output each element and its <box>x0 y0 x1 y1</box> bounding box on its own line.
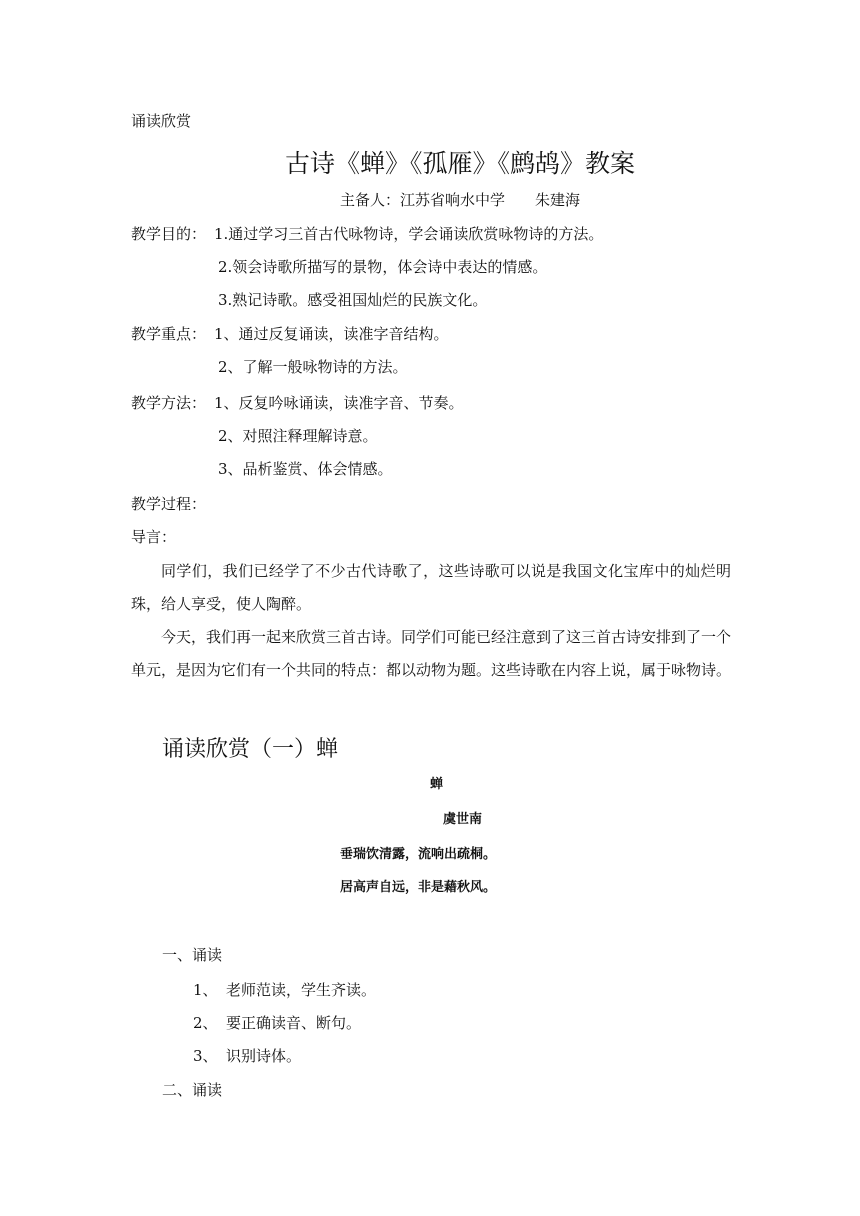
step-item-2-num: 2、 <box>193 1014 218 1032</box>
method-item-1: 1、反复吟咏诵读，读准字音、节奏。 <box>214 394 464 412</box>
objective-item-2: 2.领会诗歌所描写的景物，体会诗中表达的情感。 <box>218 258 548 276</box>
step-item-1-text: 老师范读，学生齐读。 <box>226 981 377 999</box>
intro-paragraph-2: 今天，我们再一起来欣赏三首古诗。同学们可能已经注意到了这三首古诗安排到了一个单元，是因为它们有一个共同的特点：都以动物为题。这些诗歌在内容上说，属于咏物诗。 <box>131 628 732 679</box>
intro-paragraph-1: 同学们，我们已经学了不少古代诗歌了，这些诗歌可以说是我国文化宝库中的灿烂明珠，给人享受，使人陶醉。 <box>131 562 731 613</box>
methods-label: 教学方法： <box>131 394 207 412</box>
method-item-3: 3、品析鉴赏、体会情感。 <box>218 460 393 478</box>
key-point-item-1: 1、通过反复诵读，读准字音结构。 <box>214 325 449 343</box>
poem-author: 虞世南 <box>443 812 483 827</box>
poem-title: 蝉 <box>430 777 444 792</box>
step-section-2-label: 二、诵读 <box>162 1081 223 1099</box>
step-section-1-label: 一、诵读 <box>162 946 223 964</box>
step-item-3-num: 3、 <box>193 1047 218 1065</box>
step-item-2-text: 要正确读音、断句。 <box>226 1014 362 1032</box>
step-item-1-num: 1、 <box>193 981 218 999</box>
method-item-2: 2、对照注释理解诗意。 <box>218 427 378 445</box>
objectives-label: 教学目的： <box>131 225 207 243</box>
intro-label: 导言： <box>131 528 177 546</box>
objective-item-1: 1.通过学习三首古代咏物诗，学会诵读欣赏咏物诗的方法。 <box>214 225 604 243</box>
objective-item-3: 3.熟记诗歌。感受祖国灿烂的民族文化。 <box>218 291 488 309</box>
header-tag: 诵读欣赏 <box>131 112 192 130</box>
section-heading: 诵读欣赏（一）蝉 <box>162 737 339 762</box>
key-points-label: 教学重点： <box>131 325 207 343</box>
poem-line-2: 居高声自远，非是藉秋风。 <box>340 880 497 895</box>
author-line: 主备人：江苏省响水中学 朱建海 <box>340 191 581 209</box>
process-label: 教学过程： <box>131 495 207 513</box>
key-point-item-2: 2、了解一般咏物诗的方法。 <box>218 358 408 376</box>
step-item-3-text: 识别诗体。 <box>226 1047 302 1065</box>
poem-line-1: 垂瑞饮清露，流响出疏桐。 <box>340 847 497 862</box>
page-title: 古诗《蝉》《孤雁》《鹧鸪》教案 <box>284 149 635 178</box>
